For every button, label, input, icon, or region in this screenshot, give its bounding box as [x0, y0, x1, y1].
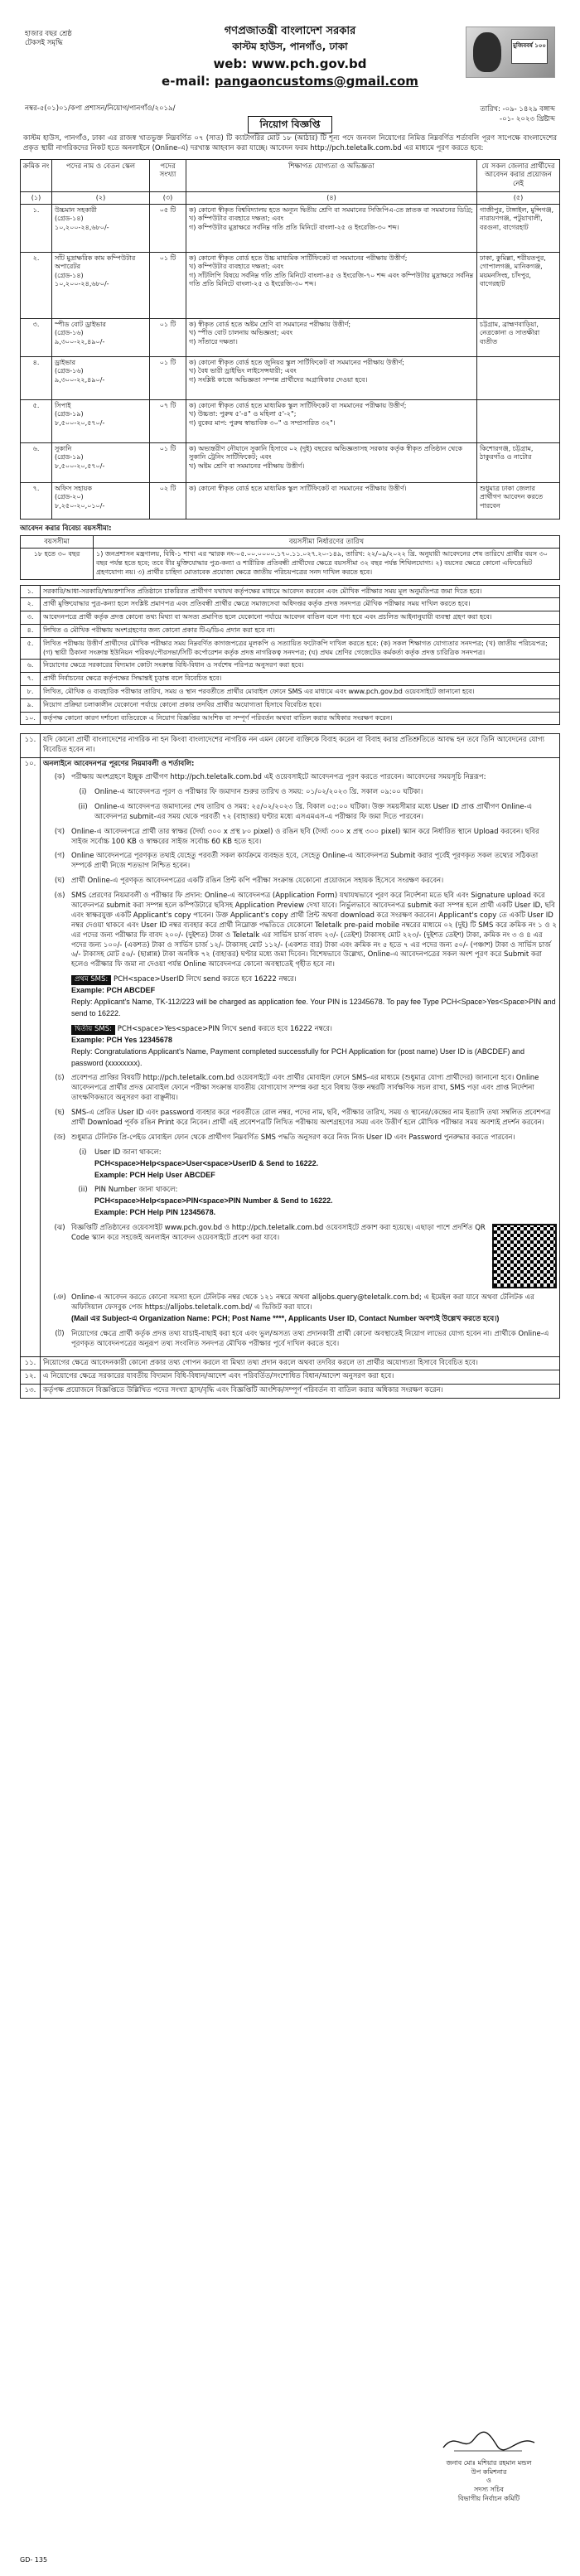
list-item: [21, 598, 560, 611]
requirement-line: খ) উচ্চতা: পুরুষ ৫'-৪" ও মহিলা ৫'-২";: [189, 410, 297, 418]
term-number: ৫.: [21, 637, 41, 660]
posts-table: [20, 159, 560, 520]
posts-table-colnums: (১) (২) (৩) (৪) (৫): [21, 191, 560, 204]
office-address: কাস্টম হাউস, পানগাঁও, ঢাকা: [232, 41, 348, 53]
portrait-image: [473, 32, 501, 72]
post-excluded-districts: ঢাকা, কুমিল্লা, শরীয়তপুর, গোপালগঞ্জ, মানিকগঞ্জ, ময়মনসিংহ, চাঁদপুর, বাগেরহাট: [477, 253, 560, 319]
post-count: ০১ টি: [150, 357, 186, 400]
term-text: আবেদনপত্রে প্রার্থী কর্তৃক প্রদত্ত কোনো তথ্য মিথ্যা বা অসত্য প্রমাণিত হলে যেকোনো পর্যায়ে আবেদন বাতিল বলে গণ্য হবে এবং প্রচলিত আইনানুযায়ী ব্যবস্থা গ্রহণ করা হবে।: [41, 611, 560, 625]
term-text: কর্তৃপক্ষ কোনো কারণ দর্শানো ব্যতিরেকে এ নিয়োগ বিজ্ঞপ্তির আংশিক বা সম্পূর্ণ পরিবর্তন অথবা বাতিল করার অধিকার সংরক্ষণ করেন।: [41, 712, 560, 725]
table-row: [21, 443, 560, 483]
list-item: ১০. অনলাইনে আবেদনপত্র পূরণের নিয়মাবলী ও শর্তাবলি: (ক) পরীক্ষায় অংশগ্রহণে ইচ্ছুক প্রার্থীগণ http://pch.teletalk.com.bd এই ওয়েবসাইটে আবেদনপত্র পূরণ করতে পারবেন। আবেদনের সময়সূচি নিম্নরূপ: (i) Online-এ আবেদনপত্র পূরণ ও পরীক্ষার ফি জমাদান শুরুর তারিখ ও সময়: ০১/০২/২০২৩ খ্রি. সকাল ০৯:০০ ঘটিকা। (ii) Online-এ আবেদনপত্র জমাদানের শেষ তারিখ ও সময়: ২৫/০২/২০২৩ খ্রি. বিকাল ০৫:০০ ঘটিকা। উক্ত সময়সীমার মধ্যে User ID প্রাপ্ত প্রার্থীগণ Online-এ আবেদনপত্র submit-এর সময় থেকে পরবর্তী ৭২ (বাহাত্তর) ঘণ্টার মধ্যে এসএমএস-এ পরীক্ষার ফি জমা দিতে পারবেন। (খ) Online-এ আবেদনপত্রে প্রার্থী তার স্বাক্ষর (দৈর্ঘ্য ৩০০ x প্রস্থ ৮০ pixel) ও রঙিন ছবি (দৈর্ঘ্য ৩০০ x প্রস্থ ৩০০ pixel) স্ক্যান করে নির্ধারিত স্থানে Upload করবেন। ছবির সাইজ সর্বোচ্চ 100 KB ও স্বাক্ষরের সাইজ সর্বোচ্চ 60 KB হতে হবে। (গ) Online আবেদনপত্রে পূরণকৃত তথ্যই যেহেতু পরবর্তী সকল কার্যক্রমে ব্যবহৃত হবে, সেহেতু Online-এ আবেদনপত্র Submit করার পূর্বেই পূরণকৃত সকল তথ্যের সঠিকতা সম্পর্কে প্রার্থী নিজে শতভাগ নিশ্চিত হবেন। (ঘ) প্রার্থী Online-এ পূরণকৃত আবেদনপত্রের একটি রঙিন প্রিন্ট কপি পরীক্ষা সংক্রান্ত যেকোনো প্রয়োজনে সহায়ক হিসেবে সংরক্ষণ করবেন। (ঙ) SMS প্রেরণের নিয়মাবলী ও পরীক্ষার ফি প্রদান: Online-এ আবেদনপত্র (Application Form) যথাযথভাবে পূরণ করে নির্দেশনা মতে ছবি এবং Signature upload করে আবেদনপত্র submit করা সম্পন্ন হলে কম্পিউটারে ছবিসহ Application Preview দেখা যাবে। নির্ভুলভাবে আবেদনপত্র submit করা সম্পন্ন হলে প্রার্থী একটি User ID, ছবি এবং স্বাক্ষরযুক্ত একটি Applicant's copy পাবেন। উক্ত Applicant's copy প্রার্থী প্রিন্ট অথবা download করে সংরক্ষণ করবেন। Applicant's copy তে একটি User ID নম্বর দেওয়া থাকবে এবং User ID নম্বর ব্যবহার করে প্রার্থী নিম্নোক্ত পদ্ধতিতে যেকোনো Teletalk pre-paid mobile নম্বরের মাধ্যমে ০২ (দুই) টি SMS করে ক্রমিক নং ১ ও ২ এর পদের জন্য পরীক্ষার ফি বাবদ ২০০/- (দুইশত) টাকা ও Teletalk এর সার্ভিস চার্জ বাবদ ২৩/- (তেইশ) টাকাসহ মোট ২২৩/- (দুইশত তেইশ) টাকা, ক্রমিক নং ৩ ও ৪ এর পদের জন্য ১০০/- (একশত) টাকা ও সার্ভিস চার্জ ১২/- টাকাসহ মোট ১১২/- (একশত বার) টাকা এবং ক্রমিক নং ৫ হতে ৭ এর পদের জন্য ৫০/- (পঞ্চাশ) টাকা ও সার্ভিস চার্জ ৬/- টাকাসহ মোট ৫৬/- (ছাপ্পান্ন) টাকা অনধিক ৭২ (বাহাত্তর) ঘণ্টার মধ্যে জমা দিবেন। বিশেষভাবে উল্লেখ্য, Online-এ আবেদনপত্রের সকল অংশ পূরণ করে Submit করা হলেও পরীক্ষার ফি জমা না দেওয়া পর্যন্ত Online আবেদনপত্র কোনো অবস্থাতেই গৃহীত হবে না। প্রথম SMS: PCH<space>UserID লিখে send করতে হবে 16222 নম্বরে। Example: PCH ABCDEF Reply: Applicant's Name, TK-112/223 will be charged as application fee. Your PIN is 12345678. To pay fee Type PCH<Space>Yes<Space>PIN and send to 16222. দ্বিতীয় SMS: PCH<space>Yes<space>PIN লিখে send করতে হবে 16222 নম্বরে। Example: PCH Yes 12345678 Reply: Congratulations Applicant's Name, Payment completed successfully for PCH Application for (post name) User ID is (ABCDEF) and password (xxxxxxxx). (চ) প্রবেশপত্র প্রাপ্তির বিষয়টি http://pch.teletalk.com.bd ওয়েবসাইটে এবং প্রার্থীর মোবাইল ফোনে SMS-এর মাধ্যমে (শুধুমাত্র যোগ্য প্রার্থীদের) জানানো হবে। Online আবেদনপত্রে প্রার্থীর প্রদত্ত মোবাইল ফোনে পরীক্ষা সংক্রান্ত যাবতীয় যোগাযোগ সম্পন্ন করা হবে বিধায় উক্ত নম্বরটি সার্বক্ষণিক সচল রাখা, SMS পড়া এবং প্রাপ্ত নির্দেশনা তাৎক্ষণিকভাবে অনুসরণ করা বাঞ্ছনীয়। (ছ) SMS-এ প্রেরিত User ID এবং password ব্যবহার করে পরবর্তীতে রোল নম্বর, পদের নাম, ছবি, পরীক্ষার তারিখ, সময় ও স্থানের/কেন্দ্রের নাম ইত্যাদি তথ্য সম্বলিত প্রবেশপত্র প্রার্থী Download পূর্বক রঙিন Print করে নিবেন। প্রার্থী এই প্রবেশপত্রটি লিখিত পরীক্ষায় অংশগ্রহণের সময় এবং উত্তীর্ণ হলে মৌখিক পরীক্ষার সময় অবশ্যই প্রদর্শন করবেন। (জ) শুধুমাত্র টেলিটক প্রি-পেইড মোবাইল ফোন থেকে প্রার্থীগণ নিম্নবর্ণিত SMS পদ্ধতি অনুসরণ করে নিজ নিজ User ID এবং Password পুনরুদ্ধার করতে পারবেন। (i) User ID জানা থাকলে: PCH<space>Help<space>User<space>UserID & Send to 16222. Example: PCH Help User ABCDEF (ii) PIN Number জানা থাকলে: PCH<space>Help<space>PIN<space>PIN Number & Send to 16222. Example: PCH Help PIN 12345678. (ঝ) বিজ্ঞপ্তিটি প্রতিষ্ঠানের ওয়েবসাইট www.pch.gov.bd ও http://pch.teletalk.com.bd ওয়েবসাইটে প্রকাশ করা হয়েছে। এছাড়া পাশে প্রদর্শিত QR Code স্ক্যান করে সহজেই অনলাইন আবেদন ওয়েবসাইটে প্রবেশ করা যাবে। (ঞ) Online-এ আবেদন করতে কোনো সমস্যা হলে টেলিটক নম্বর থেকে ১২১ নম্বরে অথবা alljobs.query@teletalk.com.bd; এ ইমেইল করা যাবে অথবা টেলিটক এর অফিসিয়াল ফেসবুক পেজ https://alljobs.teletalk.com.bd/ এ ভিজিট করা যাবে। (Mail এর Subject-এ Organization Name: PCH; Post Name ****, Applicants User ID, Contact Number অবশ্যই উল্লেখ করতে হবে।) (ট) নিয়োগের ক্ষেত্রে প্রার্থী কর্তৃক প্রদত্ত তথ্য যাচাই-বাছাই করা হবে এবং ভুল/অসত্য তথ্য প্রদানকারী প্রার্থী কোনো অবস্থাতেই নিয়োগ লাভের যোগ্য হবেন না। প্রার্থীকে Online-এ পূরণকৃত আবেদনপত্রের অনুরূপ তথ্য সংবলিত সনদপত্র মৌখিক পরীক্ষার পূর্বে দাখিল করতে হবে।: [21, 758, 560, 1356]
post-requirements: [186, 483, 477, 520]
table-row: [21, 205, 560, 253]
post-grade: (গ্রেড-১৯): [55, 453, 84, 462]
term-text: লিখিত পরীক্ষায় উত্তীর্ণ প্রার্থীদের মৌখিক পরীক্ষার সময় নিম্নবর্ণিত কাগজপত্রের মূলকপি ও সত্যায়িত ফটোকপি দাখিল করতে হবে: (ক) সকল শিক্ষাগত যোগ্যতার সনদপত্র; (খ) জাতীয় পরিচয়পত্র; (গ) স্থায়ী ঠিকানা সংক্রান্ত ইউনিয়ন পরিষদ/পৌরসভা/সিটি কর্পোরেশন কর্তৃক প্রদত্ত নাগরিকত্ব সনদপত্র; (ঘ) প্রথম শ্রেণির গেজেটেড কর্মকর্তা কর্তৃক প্রদত্ত চারিত্রিক সনদপত্র।: [41, 637, 560, 660]
email-link[interactable]: pangaoncustoms@gmail.com: [214, 74, 418, 89]
age-label: আবেদন করার বিবেচ্য বয়সসীমা:: [20, 524, 112, 534]
notice-title: নিয়োগ বিজ্ঞপ্তি: [248, 116, 333, 133]
list-item: ১১. যদি কোনো প্রার্থী বাংলাদেশের নাগরিক না হন কিংবা বাংলাদেশের নাগরিক নন এমন কোনো ব্যক্তিকে বিবাহ করেন বা বিবাহ করার প্রতিশ্রুতিতে আবদ্ধ হন তবে তিনি আবেদনের যোগ্য বিবেচিত হবেন না।: [21, 734, 560, 758]
requirement-line: খ) স্পীড বোট চালনায় অভিজ্ঞতা; এবং: [189, 329, 293, 337]
handwritten-signature: [439, 2428, 539, 2456]
footer-code: GD- 135: [20, 2556, 48, 2564]
post-name: উচ্চমান সহকারী: [55, 206, 97, 215]
list-item: [21, 673, 560, 686]
post-scale: ৮,৫০০-২০,৫৭০/-: [55, 462, 105, 470]
term-number: ১০.: [21, 712, 41, 725]
list-item: [21, 611, 560, 625]
requirement-line: গ) সাঁটলিপি বিষয়ে সর্বনিম্ন গতি প্রতি মিনিটে বাংলা-৪৫ ও ইংরেজি-৭০ শব্দ এবং কম্পিউটার মুদ্রাক্ষরে সর্বনিম্ন গতি প্রতি মিনিটে বাংলা-২৫ ও ইংরেজি-৩০ শব্দ।: [189, 271, 474, 288]
post-serial: ৭.: [21, 483, 52, 520]
requirement-line: খ) কম্পিউটার ব্যবহারে দক্ষতা; এবং: [189, 215, 284, 223]
requirement-line: গ) সাঁতারে দক্ষতা।: [189, 337, 238, 346]
qr-code-image[interactable]: [492, 1224, 557, 1288]
government-name: গণপ্রজাতন্ত্রী বাংলাদেশ সরকার: [224, 25, 356, 37]
post-grade: (গ্রেড-১৬): [55, 329, 84, 337]
post-name: সাঁট মুদ্রাক্ষরিক কাম কম্পিউটার অপারেটর: [55, 254, 136, 271]
table-row: [21, 357, 560, 400]
post-excluded-districts: কিশোরগঞ্জ, চট্টগ্রাম, ঠাকুরগাঁও ও নাটোর: [477, 443, 560, 483]
list-item: [21, 698, 560, 712]
post-grade: (গ্রেড-২০): [55, 493, 84, 501]
post-serial: ৬.: [21, 443, 52, 483]
term-number: ১.: [21, 585, 41, 598]
posts-table-header: [21, 159, 560, 191]
post-requirements: [186, 319, 477, 357]
post-name-cell: [52, 205, 150, 253]
col-header-exclusion: যে সকল জেলার প্রার্থীদের আবেদন করার প্রয়োজন নেই: [477, 159, 560, 191]
post-name: অফিস সহায়ক: [55, 485, 93, 493]
post-count: ০১ টি: [150, 253, 186, 319]
term-number: ২.: [21, 598, 41, 611]
post-name: ড্রাইভার: [55, 359, 76, 367]
term-number: ৩.: [21, 611, 41, 625]
header-center: [144, 25, 436, 89]
term-text: প্রার্থী নির্বাচনের ক্ষেত্রে কর্তৃপক্ষের সিদ্ধান্তই চূড়ান্ত বলে বিবেচিত হবে।: [41, 673, 560, 686]
post-count: ০২ টি: [150, 483, 186, 520]
apply-intro: অনলাইনে আবেদনপত্র পূরণের নিয়মাবলী ও শর্তাবলি:: [43, 760, 195, 769]
term-number: ৬.: [21, 660, 41, 673]
post-name-cell: [52, 443, 150, 483]
logo-seal: মুজিববর্ষ ১০০: [511, 39, 548, 64]
term-number: ৯.: [21, 698, 41, 712]
term-number: ৮.: [21, 686, 41, 699]
post-name: স্পীড বোট ড্রাইভার: [55, 321, 106, 329]
memo-number: নম্বর-৫(০১)০১/কপা প্রশাসন/নিয়োগ/পানগাঁও/২০১৯/: [25, 104, 176, 113]
term-text: লিখিত, মৌখিক ও ব্যবহারিক পরীক্ষার তারিখ, সময় ও স্থান পরবর্তীতে প্রার্থীর মোবাইল ফোনে SMS এর মাধ্যমে এবং www.pch.gov.bd ওয়েবসাইটে জানানো হবে।: [41, 686, 560, 699]
requirement-line: গ) সংশ্লিষ্ট কাজে অভিজ্ঞতা সম্পন্ন প্রার্থীদের অগ্রাধিকার দেওয়া হবে।: [189, 375, 368, 384]
post-count: ০৫ টি: [150, 205, 186, 253]
post-name-cell: [52, 357, 150, 400]
memo-date: তারিখ: -০৯- ১৪২৯ বঙ্গাব্দ -০১- ২০২৩ খ্রিষ্টাব্দ: [480, 105, 555, 124]
requirement-line: খ) বৈধ ভারী ড্রাইভিং লাইসেন্সধারী; এবং: [189, 367, 297, 375]
term-text: প্রার্থী মুক্তিযোদ্ধার পুত্র-কন্যা হলে সংশ্লিষ্ট প্রমাণপত্র এবং প্রতিবন্ধী প্রার্থীর ক্ষেত্রে সমাজসেবা অধিদপ্তর কর্তৃক প্রদত্ত সনদপত্র মৌখিক পরীক্ষার সময় দাখিল করতে হবে।: [41, 598, 560, 611]
post-grade: (গ্রেড-১৬): [55, 367, 84, 375]
signature-block: জনাব মোঃ মশিয়ার রহমান মন্ডল উপ কমিশনার ও সদস্য সচিব বিভাগীয় নির্বাচন কমিটি: [423, 2428, 555, 2504]
list-item: [21, 585, 560, 598]
post-requirements: [186, 400, 477, 443]
list-item: [21, 637, 560, 660]
post-count: ০১ টি: [150, 443, 186, 483]
post-excluded-districts: চট্টগ্রাম, ব্রাহ্মণবাড়িয়া, নেত্রকোনা ও সাতক্ষীরা ব্যতীত: [477, 319, 560, 357]
notice-header: [20, 25, 560, 133]
requirement-line: ক) কোনো স্বীকৃত বোর্ড হতে মাধ্যমিক স্কুল সার্টিফিকেট বা সমমানের পরীক্ষায় উত্তীর্ণ;: [189, 402, 407, 410]
post-serial: ১.: [21, 205, 52, 253]
post-name-cell: [52, 483, 150, 520]
sms-first-block: প্রথম SMS: PCH<space>UserID লিখে send করতে হবে 16222 নম্বরে। Example: PCH ABCDEF Reply: Applicant's Name, TK-112/223 will be charged as application fee. Your PIN is 12345678. To pay fee Type PCH<Space>Yes<Space>PIN and send to 16222.: [71, 975, 556, 1017]
term-text: নিয়োগের ক্ষেত্রে সরকারের বিদ্যমান কোটা সংক্রান্ত বিধি-বিধান ও সর্বশেষ পরিপত্র অনুসরণ করা হবে।: [41, 660, 560, 673]
requirement-line: ক) কোনো স্বীকৃত বোর্ড হতে জুনিয়র স্কুল সার্টিফিকেট বা সমমানের পরীক্ষায় উত্তীর্ণ;: [189, 359, 404, 367]
requirement-line: ক) স্বীকৃত বোর্ড হতে অষ্টম শ্রেণি বা সমমানের পরীক্ষায় উত্তীর্ণ;: [189, 321, 351, 329]
age-range: ১৮ হতে ৩০ বছর: [21, 549, 94, 579]
header-tagline: হাজার বছর শ্রেষ্ঠ টেকসই সমৃদ্ধি: [25, 30, 72, 48]
application-instructions: [20, 733, 560, 1399]
post-requirements: [186, 205, 477, 253]
post-requirements: [186, 357, 477, 400]
requirement-line: ক) কোনো স্বীকৃত বোর্ড হতে মাধ্যমিক স্কুল সার্টিফিকেট বা সমমানের পরীক্ষায় উত্তীর্ণ।: [189, 485, 407, 493]
col-header-post: পদের নাম ও বেতন স্কেল: [52, 159, 150, 191]
post-grade: (গ্রেড-১৯): [55, 410, 84, 418]
table-row: [21, 400, 560, 443]
post-scale: ৮,৫০০-২০,৫৭০/-: [55, 418, 105, 427]
post-scale: ৯,৩০০-২২,৪৯০/-: [55, 337, 105, 346]
age-section: [20, 524, 560, 580]
term-text: সরকারি/আধা-সরকারি/স্বায়ত্তশাসিত প্রতিষ্ঠানে চাকরিরত প্রার্থীগণ যথাযথ কর্তৃপক্ষের মাধ্যমে আবেদন করবেন এবং মৌখিক পরীক্ষার সময় মূল অনুমতিপত্র জমা দিতে হবে।: [41, 585, 560, 598]
list-item: [21, 625, 560, 638]
post-serial: ২.: [21, 253, 52, 319]
post-scale: ৮,২৫০-২০,০১০/-: [55, 501, 105, 510]
term-text: নিয়োগ প্রক্রিয়া চলাকালীন যেকোনো পর্যায়ে কোনো প্রকার তদবির প্রার্থীর অযোগ্যতা হিসাবে বিবেচিত হবে।: [41, 698, 560, 712]
list-item: [21, 686, 560, 699]
post-excluded-districts: শুধুমাত্র ঢাকা জেলার প্রার্থীগণ আবেদন করতে পারবেন: [477, 483, 560, 520]
post-scale: ১০,২০০-২৪,৬৮০/-: [55, 280, 109, 288]
post-grade: (গ্রেড-১৪): [55, 215, 84, 223]
post-requirements: [186, 443, 477, 483]
sms-second-block: দ্বিতীয় SMS: PCH<space>Yes<space>PIN লিখে send করতে হবে 16222 নম্বরে। Example: PCH Yes 12345678 Reply: Congratulations Applicant's Name, Payment completed successfully for PCH Application for (post name) User ID is (ABCDEF) and password (xxxxxxxx).: [71, 1024, 524, 1067]
post-count: ০১ টি: [150, 319, 186, 357]
requirement-line: খ) অষ্টম শ্রেণি বা সমমানের পরীক্ষায় উত্তীর্ণ।: [189, 462, 305, 470]
sms-second-label: দ্বিতীয় SMS:: [71, 1025, 115, 1035]
list-item: [21, 660, 560, 673]
post-serial: ৫.: [21, 400, 52, 443]
col-header-count: পদের সংখ্যা: [150, 159, 186, 191]
term-number: ৭.: [21, 673, 41, 686]
term-text: লিখিত ও মৌখিক পরীক্ষায় অংশগ্রহণের জন্য কোনো প্রকার টিএ/ডিএ প্রদান করা হবে না।: [41, 625, 560, 638]
post-serial: ৩.: [21, 319, 52, 357]
requirement-line: ক) অভ্যন্তরীণ নৌযানে সুকানি হিসাবে ০২ (দুই) বছরের অভিজ্ঞতাসহ সরকার কর্তৃক স্বীকৃত প্রতিষ্ঠান থেকে সুকানি ট্রেনিং সার্টিফিকেট; এবং: [189, 445, 463, 462]
post-excluded-districts: [477, 400, 560, 443]
age-table: বয়সসীমা বয়সসীমা নির্ধারণের তারিখ ১৮ হতে ৩০ বছর ১) জনপ্রশাসন মন্ত্রণালয়, বিধি-১ শাখা এর স্মারক নং-০৫.০০.০০০০.১৭০.১১.০২৭.২০-১৪৯, তারিখ: ২২/০৯/২০২২ খ্রি. অনুযায়ী আবেদনের শেষ তারিখে প্রার্থীর বয়স ৩০ বছর পর্যন্ত হতে হবে; তবে বীর মুক্তিযোদ্ধার পুত্র-কন্যা ও শারীরিক প্রতিবন্ধী প্রার্থীদের ক্ষেত্রে বয়সসীমা ৩২ বছর পর্যন্ত শিথিলযোগ্য। ২) বয়সের ক্ষেত্রে কোনো এফিডেভিট গ্রহণযোগ্য নয়। ৩) প্রার্থীর চাহিদা মোতাবেক প্রযোজ্য ক্ষেত্রে জাতীয় পরিচয়পত্রের সনদ দাখিল করতে হবে।: [20, 535, 560, 580]
requirement-line: ক) কোনো স্বীকৃত বিশ্ববিদ্যালয় হতে অন্যূন দ্বিতীয় শ্রেণি বা সমমানের সিজিপিএ-তে স্নাতক বা সমমানের ডিগ্রি;: [189, 206, 473, 215]
table-row: [21, 483, 560, 520]
age-rule: ১) জনপ্রশাসন মন্ত্রণালয়, বিধি-১ শাখা এর স্মারক নং-০৫.০০.০০০০.১৭০.১১.০২৭.২০-১৪৯, তারিখ: ২২/০৯/২০২২ খ্রি. অনুযায়ী আবেদনের শেষ তারিখে প্রার্থীর বয়স ৩০ বছর পর্যন্ত হতে হবে; তবে বীর মুক্তিযোদ্ধার পুত্র-কন্যা ও শারীরিক প্রতিবন্ধী প্রার্থীদের ক্ষেত্রে বয়সসীমা ৩২ বছর পর্যন্ত শিথিলযোগ্য। ২) বয়সের ক্ষেত্রে কোনো এফিডেভিট গ্রহণযোগ্য নয়। ৩) প্রার্থীর চাহিদা মোতাবেক প্রযোজ্য ক্ষেত্রে জাতীয় পরিচয়পত্রের সনদ দাখিল করতে হবে।: [94, 549, 560, 579]
col-header-qualification: শিক্ষাগত যোগ্যতা ও অভিজ্ঞতা: [186, 159, 477, 191]
post-name: সুকানি: [55, 445, 72, 453]
post-excluded-districts: [477, 357, 560, 400]
post-name-cell: [52, 253, 150, 319]
post-requirements: [186, 253, 477, 319]
table-row: [21, 319, 560, 357]
website-line: web: www.pch.gov.bd: [213, 56, 367, 72]
term-number: ৪.: [21, 625, 41, 638]
post-count: ০৭ টি: [150, 400, 186, 443]
terms-table: [20, 585, 560, 726]
sms-first-label: প্রথম SMS:: [71, 975, 111, 985]
list-item: ১৩. কর্তৃপক্ষ প্রয়োজনে বিজ্ঞপ্তিতে উল্লিখিত পদের সংখ্যা হ্রাস/বৃদ্ধি এবং বিজ্ঞপ্তিটি আংশিক/সম্পূর্ণ পরিবর্তন বা বাতিল করার অধিকার সংরক্ষণ করেন।: [21, 1385, 560, 1399]
requirement-line: ক) কোনো স্বীকৃত বোর্ড হতে উচ্চ মাধ্যমিক সার্টিফিকেট বা সমমানের পরীক্ষায় উত্তীর্ণ;: [189, 254, 408, 263]
requirement-line: গ) বুকের মাপ: পুরুষ স্বাভাবিক ৩০" ও সম্প্রসারিত ৩২"।: [189, 418, 336, 427]
post-name-cell: [52, 400, 150, 443]
list-item: ১১. নিয়োগের ক্ষেত্রে আবেদনকারী কোনো প্রকার তথ্য গোপন করলে বা মিথ্যা তথ্য প্রদান করলে অথবা তদবির করলে তা প্রার্থীর অযোগ্যতা হিসাবে বিবেচিত হবে।: [21, 1356, 560, 1370]
post-excluded-districts: গাজীপুর, টাঙ্গাইল, মুন্সিগঞ্জ, নারায়ণগঞ্জ, পটুয়াখালী, বরগুনা, বাগেরহাট: [477, 205, 560, 253]
list-item: ১২. এ নিয়োগের ক্ষেত্রে সরকারের যাবতীয় বিদ্যমান বিধি-বিধান/আদেশ এবং পরিবর্তিত/সংশোধিত বিধান/আদেশ অনুসরণ করা হবে।: [21, 1370, 560, 1385]
requirement-line: গ) কম্পিউটার মুদ্রাক্ষরে সর্বনিম্ন গতি প্রতি মিনিটে বাংলা-২৫ ও ইংরেজি-৩০ শব্দ।: [189, 223, 399, 231]
post-scale: ১০,২০০-২৪,৬৮০/-: [55, 223, 109, 231]
mujib-borsho-logo: [466, 27, 555, 78]
requirement-line: খ) কম্পিউটার ব্যবহারে দক্ষতা; এবং: [189, 263, 284, 271]
post-serial: ৪.: [21, 357, 52, 400]
intro-paragraph: কাস্টম হাউস, পানগাঁও, ঢাকা এর রাজস্ব খাতভুক্ত নিম্নবর্ণিত ০৭ (সাত) টি ক্যাটাগরির মোট ১৮ (আঠার) টি শূন্য পদে জনবল নিয়োগের নিমিত্ত নিম্নবর্ণিত শর্তাবলি পূরণ সাপেক্ষে বাংলাদেশের প্রকৃত স্থায়ী নাগরিকদের নিকট হতে অনলাইনে (Online-এ) দরখাস্ত আহবান করা যাচ্ছে। আবেদন ফরম http://pch.teletalk.com.bd এর মাধ্যমে পূরণ করতে হবে:: [23, 134, 557, 152]
post-name: সিপাই: [55, 402, 71, 410]
post-grade: (গ্রেড-১৪): [55, 271, 84, 279]
table-row: [21, 253, 560, 319]
list-item: [21, 712, 560, 725]
post-name-cell: [52, 319, 150, 357]
col-header-serial: ক্রমিক নং: [21, 159, 52, 191]
email-line: e-mail: pangaoncustoms@gmail.com: [162, 74, 418, 89]
post-scale: ৯,৩০০-২২,৪৯০/-: [55, 375, 105, 384]
